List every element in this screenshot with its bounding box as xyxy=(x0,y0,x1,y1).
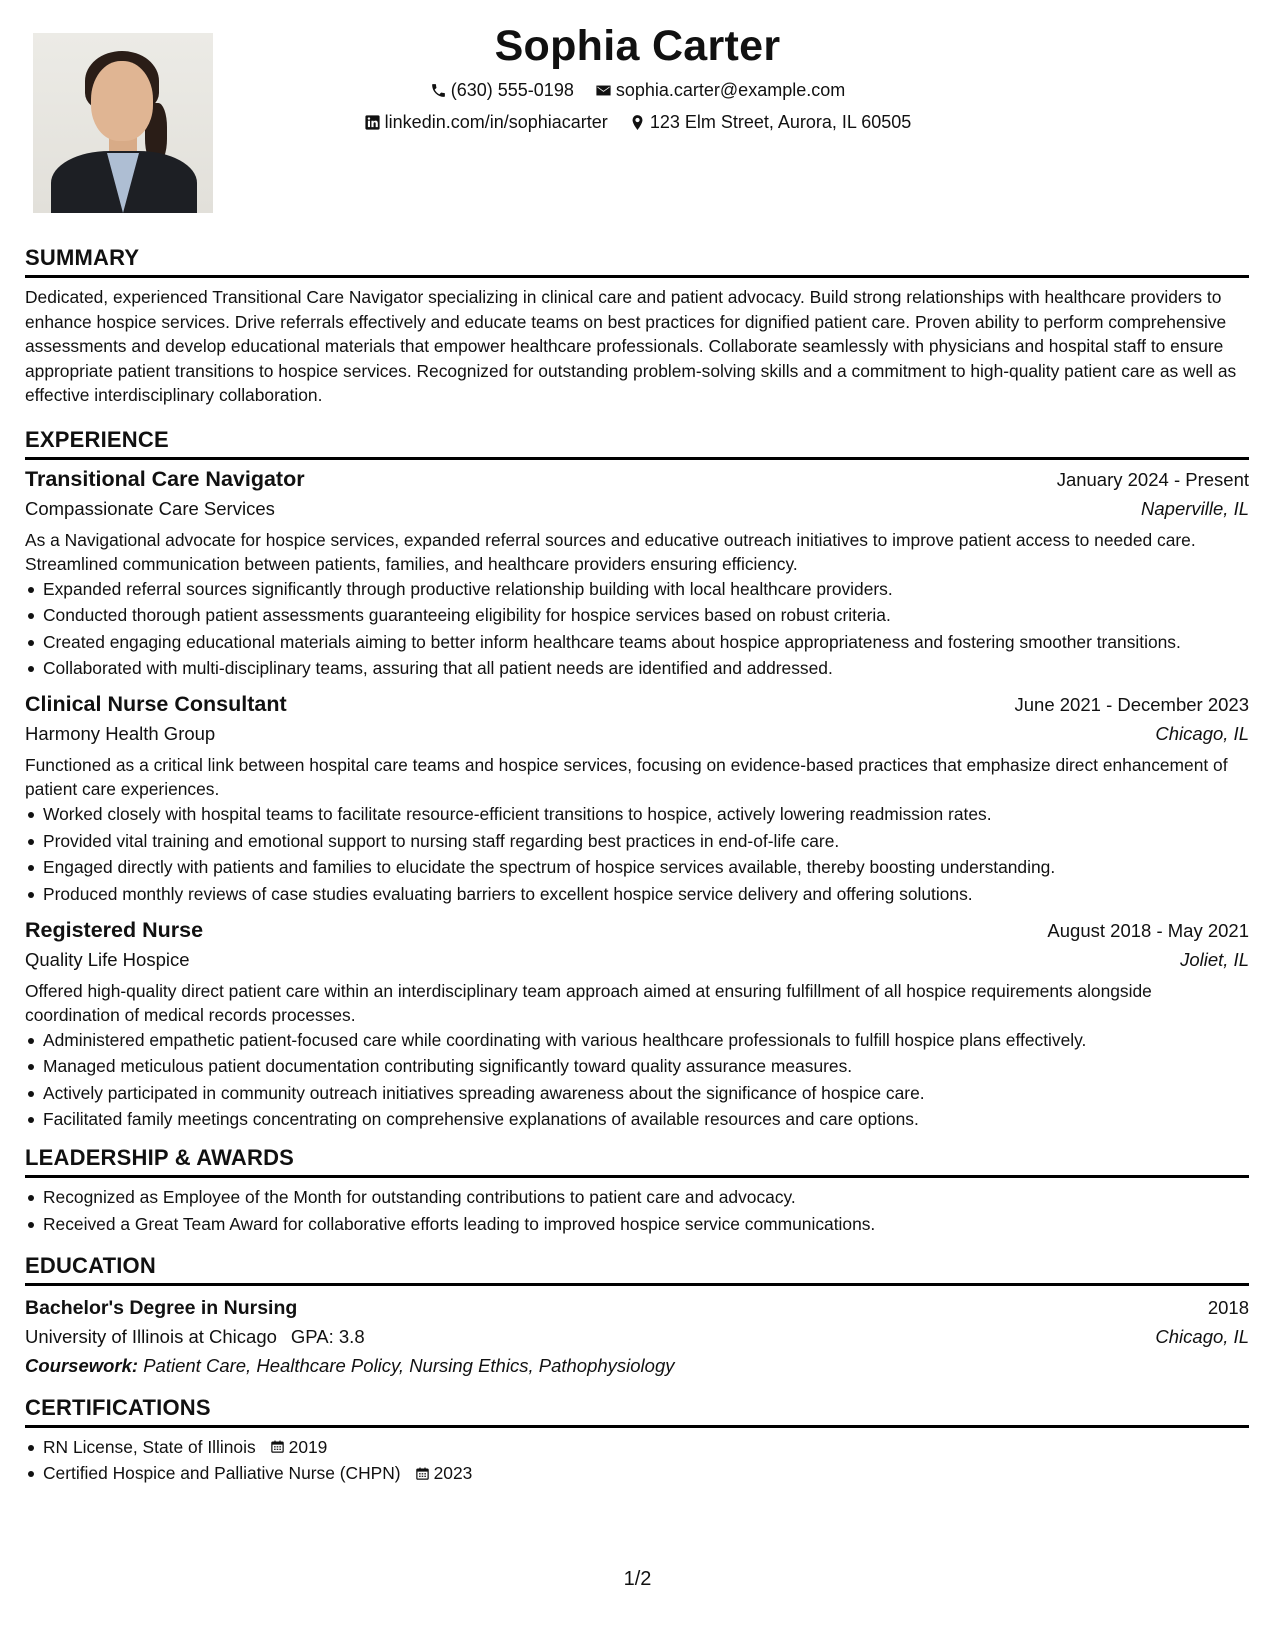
edu-coursework xyxy=(25,1355,1249,1377)
list-item: Worked closely with hospital teams to facilitate resource-efficient transitions to hospice, actively lowering readmission rates. xyxy=(25,802,1249,826)
map-pin-icon xyxy=(629,114,646,131)
section-title-experience: EXPERIENCE xyxy=(25,427,1249,460)
job-company: Quality Life Hospice xyxy=(25,948,190,970)
job-description: As a Navigational advocate for hospice services, expanded referral sources and educative outreach initiatives to improve patient access to needed care. Streamlined communication between patients, families, and healthcare providers ensuring efficiency. xyxy=(25,529,1196,574)
cert-name: Certified Hospice and Palliative Nurse (CHPN) xyxy=(43,1463,401,1483)
resume-body xyxy=(25,245,1249,1488)
list-item xyxy=(25,1461,1249,1485)
awards-list xyxy=(25,1185,1249,1236)
linkedin-icon xyxy=(364,114,381,131)
cert-name: RN License, State of Illinois xyxy=(43,1436,256,1457)
job-entry xyxy=(25,918,1249,1132)
list-item: Received a Great Team Award for collaborative efforts leading to improved hospice service communications. xyxy=(25,1212,1249,1236)
list-item: Facilitated family meetings concentrating on comprehensive explanations of available resources and care options. xyxy=(25,1107,1249,1131)
list-item xyxy=(25,1435,1249,1459)
list-item: Created engaging educational materials aiming to better inform healthcare teams about hospice appropriateness and fostering smoother transitions. xyxy=(25,630,1249,654)
envelope-icon xyxy=(595,82,612,99)
email-text: sophia.carter@example.com xyxy=(615,80,846,100)
section-title-awards: LEADERSHIP & AWARDS xyxy=(25,1145,1249,1178)
contact-phone[interactable] xyxy=(430,80,574,101)
job-bullets xyxy=(25,1028,1249,1132)
cert-year: 2023 xyxy=(433,1463,473,1483)
job-dates: August 2018 - May 2021 xyxy=(1047,919,1249,941)
contact-email[interactable] xyxy=(595,80,845,101)
edu-degree: Bachelor's Degree in Nursing xyxy=(25,1296,298,1319)
list-item: Provided vital training and emotional support to nursing staff regarding best practices in end-of-life care. xyxy=(25,829,1249,853)
contact-line-2 xyxy=(0,112,1275,136)
coursework-label: Coursework: xyxy=(25,1354,139,1376)
section-title-summary: SUMMARY xyxy=(25,245,1249,278)
list-item: Managed meticulous patient documentation contributing significantly toward quality assurance measures. xyxy=(25,1054,1249,1078)
list-item: Expanded referral sources significantly through productive relationship building with local healthcare providers. xyxy=(25,577,1249,601)
cert-year: 2019 xyxy=(288,1436,328,1457)
list-item: Actively participated in community outreach initiatives spreading awareness about the significance of hospice care. xyxy=(25,1081,1249,1105)
contact-line-1 xyxy=(0,80,1275,104)
edu-year: 2018 xyxy=(1207,1296,1249,1318)
list-item: Produced monthly reviews of case studies evaluating barriers to excellent hospice service delivery and offering solutions. xyxy=(25,882,1249,906)
job-location: Naperville, IL xyxy=(1141,497,1249,519)
linkedin-text: linkedin.com/in/sophiacarter xyxy=(384,112,608,132)
job-company: Harmony Health Group xyxy=(25,723,216,744)
job-title: Transitional Care Navigator xyxy=(25,466,305,491)
page-number: 1/2 xyxy=(623,1568,652,1590)
edu-school: University of Illinois at Chicago xyxy=(25,1325,277,1347)
edu-location: Chicago, IL xyxy=(1155,1325,1249,1347)
job-description: Offered high-quality direct patient care within an interdisciplinary team approach aimed at ensuring fulfillment of all hospice requirements alongside coordination of medical records processes. xyxy=(25,980,1152,1025)
list-item: Engaged directly with patients and families to elucidate the spectrum of hospice services available, thereby boosting understanding. xyxy=(25,855,1249,879)
calendar-icon xyxy=(415,1466,430,1481)
certifications-list xyxy=(25,1435,1249,1486)
phone-icon xyxy=(430,82,447,99)
job-bullets xyxy=(25,802,1249,906)
job-entry xyxy=(25,692,1249,906)
job-title: Registered Nurse xyxy=(25,917,204,942)
candidate-name: Sophia Carter xyxy=(494,22,781,70)
list-item: Collaborated with multi-disciplinary teams, assuring that all patient needs are identified and addressed. xyxy=(25,656,1249,680)
job-location: Chicago, IL xyxy=(1155,723,1249,744)
job-bullets xyxy=(25,577,1249,681)
contact-linkedin[interactable] xyxy=(364,112,608,133)
list-item: Recognized as Employee of the Month for outstanding contributions to patient care and advocacy. xyxy=(25,1185,1249,1209)
job-dates: January 2024 - Present xyxy=(1056,468,1249,490)
list-item: Administered empathetic patient-focused care while coordinating with various healthcare professionals to fulfill hospice plans effectively. xyxy=(25,1028,1249,1052)
job-description: Functioned as a critical link between hospital care teams and hospice services, focusing on evidence-based practices that emphasize direct enhancement of patient care experiences. xyxy=(25,755,1228,799)
job-location: Joliet, IL xyxy=(1180,948,1249,970)
section-title-education: EDUCATION xyxy=(25,1253,1249,1286)
address-text: 123 Elm Street, Aurora, IL 60505 xyxy=(649,112,912,132)
job-company: Compassionate Care Services xyxy=(25,497,275,519)
contact-address xyxy=(629,112,912,133)
section-title-certifications: CERTIFICATIONS xyxy=(25,1395,1249,1428)
coursework-text: Patient Care, Healthcare Policy, Nursing Ethics, Pathophysiology xyxy=(143,1354,675,1376)
job-dates: June 2021 - December 2023 xyxy=(1014,694,1249,715)
job-entry xyxy=(25,467,1249,681)
phone-text: (630) 555-0198 xyxy=(450,80,574,100)
summary-text: Dedicated, experienced Transitional Care Navigator specializing in clinical care and patient advocacy. Build strong relationships with healthcare providers to enhance hospice services. Drive referrals effectively and educate teams on best practices for dignified patient care. Proven ability to perform comprehensive assessments and develop educational materials that empower healthcare professionals. Collaborate seamlessly with physicians and hospital staff to ensure appropriate patient transitions to hospice services. Recognized for outstanding problem-solving skills and a commitment to high-quality patient care as well as effective interdisciplinary collaboration. xyxy=(25,287,1237,405)
edu-gpa: GPA: 3.8 xyxy=(290,1325,365,1347)
job-title: Clinical Nurse Consultant xyxy=(25,692,287,716)
list-item: Conducted thorough patient assessments guaranteeing eligibility for hospice services based on robust criteria. xyxy=(25,603,1249,627)
calendar-icon xyxy=(270,1439,285,1454)
